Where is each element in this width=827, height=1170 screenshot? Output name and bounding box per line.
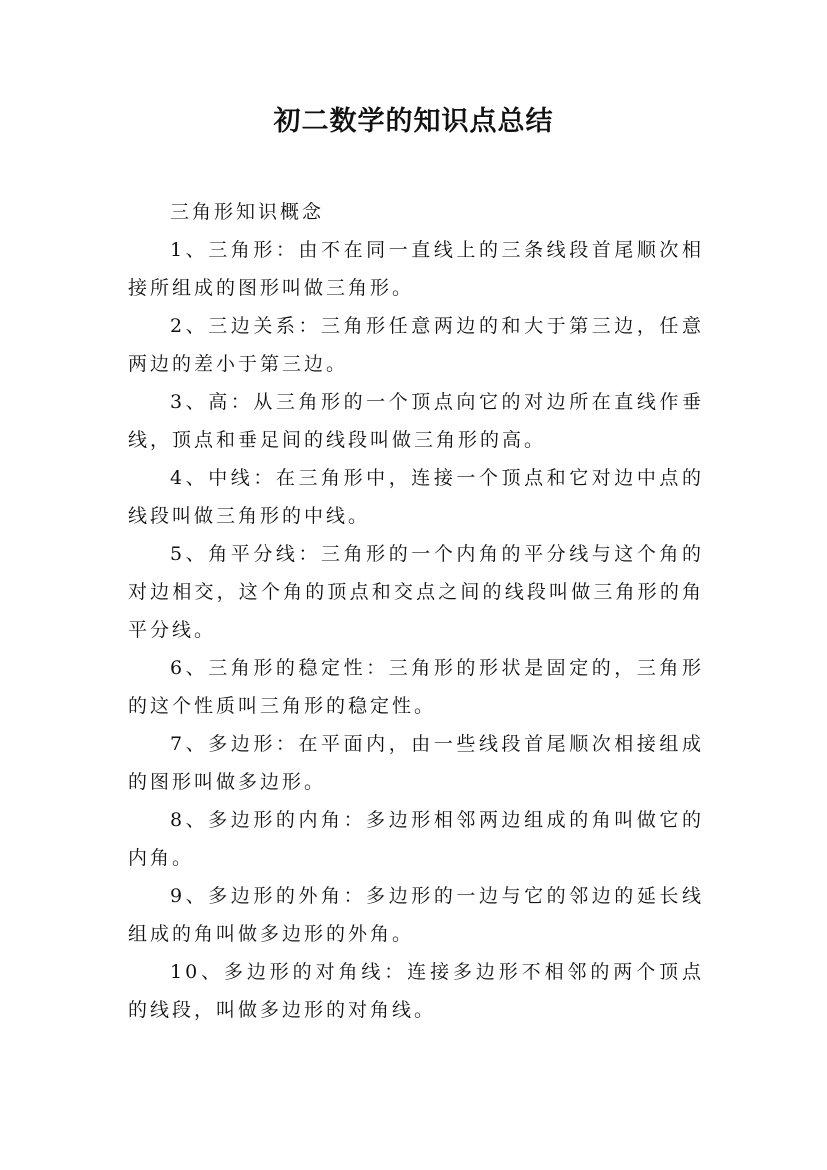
paragraph-2: 2、三边关系：三角形任意两边的和大于第三边，任意两边的差小于第三边。 bbox=[128, 315, 704, 375]
document-body bbox=[128, 193, 704, 1029]
paragraph-8: 8、多边形的内角：多边形相邻两边组成的角叫做它的内角。 bbox=[128, 809, 704, 869]
paragraph-5: 5、角平分线：三角形的一个内角的平分线与这个角的对边相交，这个角的顶点和交点之间的线段叫做三角形的角平分线。 bbox=[128, 543, 704, 641]
section-heading: 三角形知识概念 bbox=[170, 201, 325, 223]
paragraph-10: 10、多边形的对角线：连接多边形不相邻的两个顶点的线段，叫做多边形的对角线。 bbox=[128, 961, 704, 1021]
paragraph-1: 1、三角形：由不在同一直线上的三条线段首尾顺次相接所组成的图形叫做三角形。 bbox=[128, 239, 704, 299]
paragraph-4: 4、中线：在三角形中，连接一个顶点和它对边中点的线段叫做三角形的中线。 bbox=[128, 467, 704, 527]
paragraph-6: 6、三角形的稳定性：三角形的形状是固定的，三角形的这个性质叫三角形的稳定性。 bbox=[128, 657, 704, 717]
paragraph-3: 3、高：从三角形的一个顶点向它的对边所在直线作垂线，顶点和垂足间的线段叫做三角形的高。 bbox=[128, 391, 704, 451]
page-title: 初二数学的知识点总结 bbox=[273, 106, 554, 137]
paragraph-9: 9、多边形的外角：多边形的一边与它的邻边的延长线组成的角叫做多边形的外角。 bbox=[128, 885, 704, 945]
paragraph-7: 7、多边形：在平面内，由一些线段首尾顺次相接组成的图形叫做多边形。 bbox=[128, 733, 704, 793]
